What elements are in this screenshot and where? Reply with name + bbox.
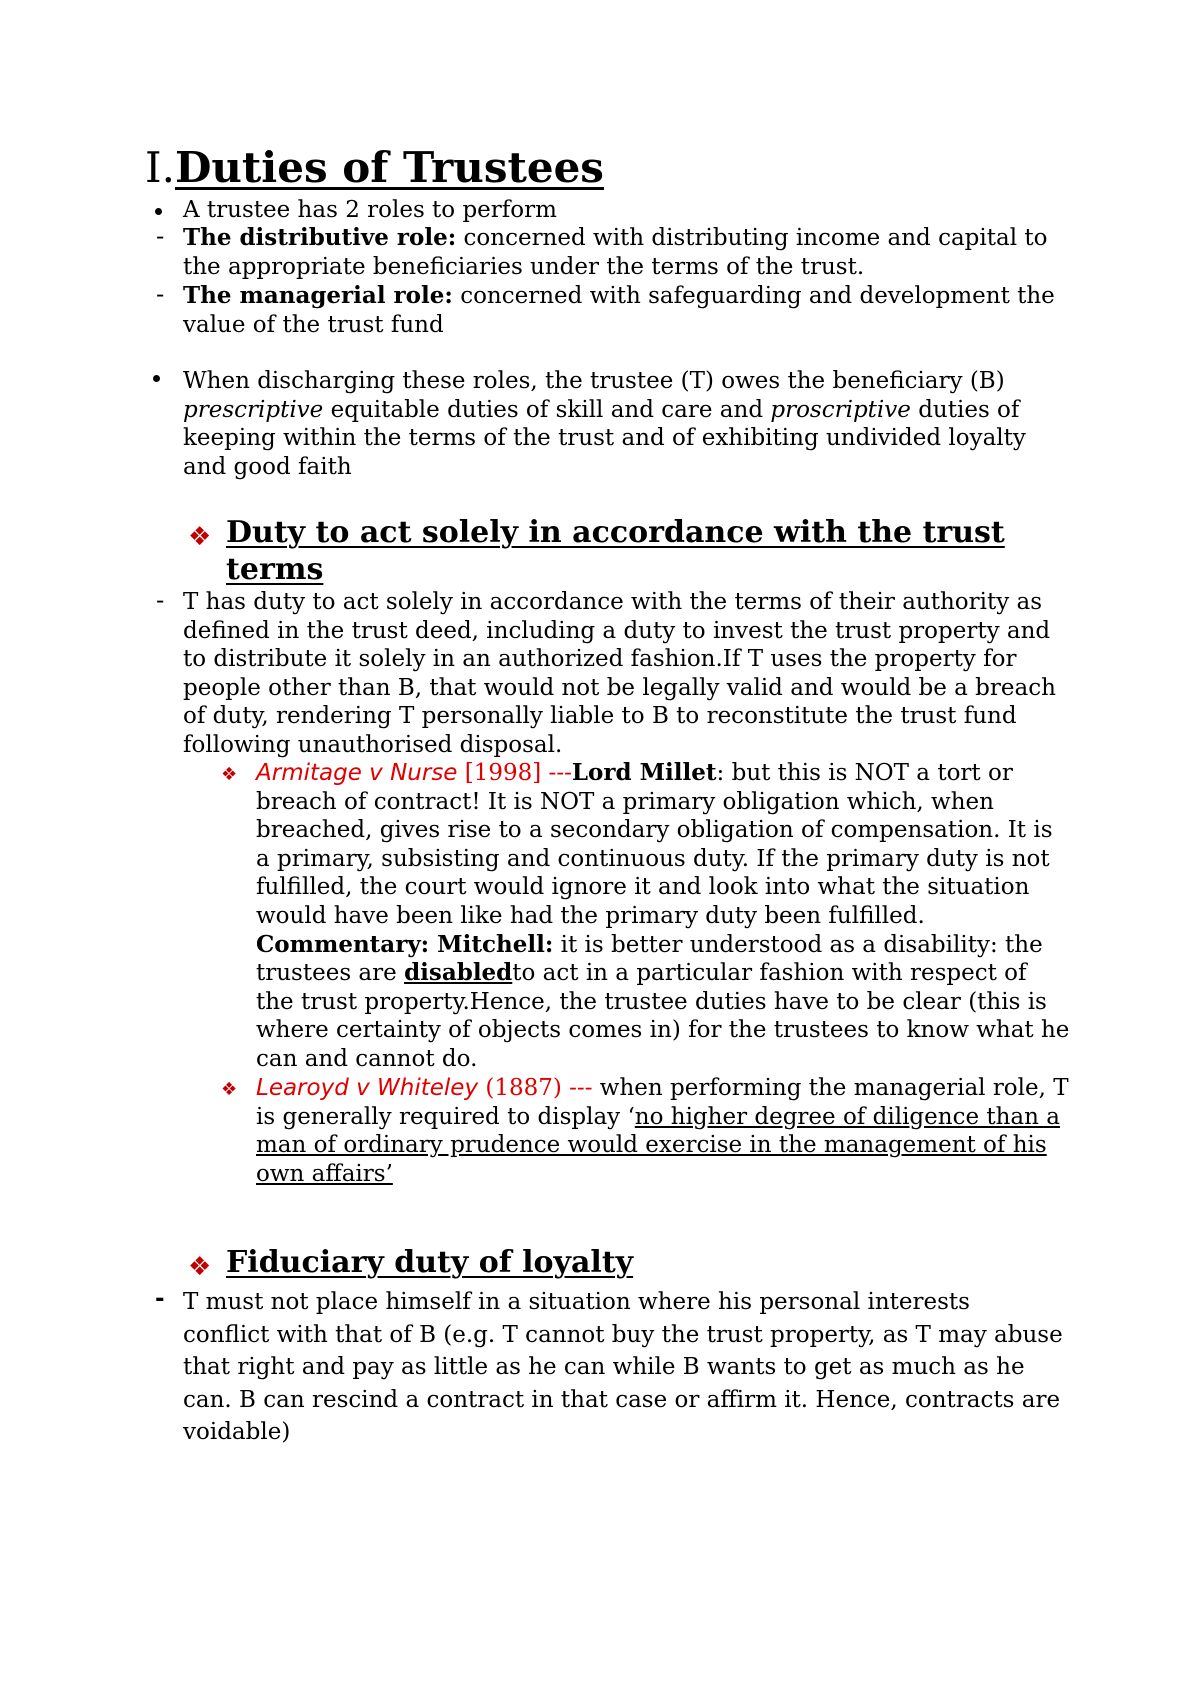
- managerial-role-text: concerned with safeguarding and development the value of the trust fund: [183, 283, 1055, 338]
- managerial-role-label: The managerial role:: [183, 282, 453, 309]
- dash-marker: -: [155, 1286, 165, 1312]
- case-learoyd: [256, 1074, 1071, 1188]
- distributive-role-label: The distributive role:: [183, 224, 457, 251]
- bullet-dot: [153, 375, 160, 382]
- case-year: (1887) ---: [478, 1075, 593, 1101]
- dash-marker: -: [156, 282, 165, 308]
- case-text-1: : but this is NOT a tort or breach of contract! It is NOT a primary obligation which, when breached, gives rise to a secondary obligation of compensation. It is a primary, subsisting and continuous duty. If the primary duty is not fulfilled, the court would ignore it and look into what the situation would have been like had the primary duty been fulfilled.: [256, 760, 1053, 929]
- discharge-paragraph: [183, 367, 1073, 481]
- intro-bullet: A trustee has 2 roles to perform: [183, 197, 557, 223]
- dash-marker: -: [156, 588, 165, 614]
- prudence-quote: no higher degree of diligence than a man of ordinary prudence would exercise in the management of his own affairs’: [256, 1103, 1060, 1187]
- case-year: [1998] ---: [457, 760, 572, 786]
- diamond-bullet-icon: ❖: [188, 1252, 212, 1282]
- distributive-role: [183, 224, 1083, 281]
- prescriptive-term: prescriptive: [183, 396, 324, 423]
- diamond-bullet-icon: ❖: [188, 522, 212, 552]
- proscriptive-term: proscriptive: [770, 396, 911, 423]
- diamond-bullet-icon: ❖: [221, 1079, 238, 1100]
- trust-terms-paragraph: T has duty to act solely in accordance with the terms of their authority as defined in the trust deed, including a duty to invest the trust property and to distribute it solely in an authorized fashion.If T uses the property for people other than B, that would not be legally valid and would be a breach of duty, rendering T personally liable to B to reconstitute the trust fund following unauthorised disposal.: [183, 589, 1056, 758]
- managerial-role: [183, 282, 1083, 339]
- dash-marker: -: [156, 224, 165, 250]
- discharge-text-3: duties of keeping within the terms of the trust and of exhibiting undivided loyalty and good faith: [183, 396, 1026, 480]
- distributive-role-text: concerned with distributing income and capital to the appropriate beneficiaries under the terms of the trust.: [183, 225, 1048, 280]
- title-text: Duties of Trustees: [174, 143, 604, 192]
- discharge-text-2: equitable duties of skill and care and: [323, 396, 771, 423]
- title-number: I.: [145, 143, 175, 192]
- case-name: Learoyd v Whiteley: [256, 1075, 479, 1101]
- case-text-1: when performing the managerial role, T is generally required to display ‘: [256, 1075, 1069, 1130]
- disabled-term: disabled: [404, 959, 513, 987]
- case-name: Armitage v Nurse: [256, 760, 458, 786]
- page-title: [145, 142, 604, 194]
- judge-name: Lord Millet: [571, 759, 717, 786]
- case-text-3: to act in a particular fashion with respect of the trust property.Hence, the trustee duties have to be clear (this is where certainty of objects comes in) for the trustees to know what he can and cannot do.: [256, 960, 1070, 1072]
- case-text-2: it is better understood as a disability: the trustees are: [256, 931, 1043, 987]
- diamond-bullet-icon: ❖: [221, 764, 238, 785]
- loyalty-paragraph: T must not place himself in a situation where his personal interests conflict with that of B (e.g. T cannot buy the trust property, as T may abuse that right and pay as little as he can while B wants to get as much as he can. B can rescind a contract in that case or affirm it. Hence, contracts are voidable): [183, 1289, 1063, 1445]
- section-heading-loyalty: Fiduciary duty of loyalty: [226, 1245, 634, 1280]
- case-armitage: [256, 759, 1071, 1074]
- section-heading-trust-terms: Duty to act solely in accordance with the trust terms: [226, 515, 1005, 587]
- commentary-label: Commentary: Mitchell:: [256, 930, 554, 958]
- bullet-dot: [155, 208, 162, 215]
- discharge-text-1: When discharging these roles, the trustee (T) owes the beneficiary (B): [183, 368, 1005, 394]
